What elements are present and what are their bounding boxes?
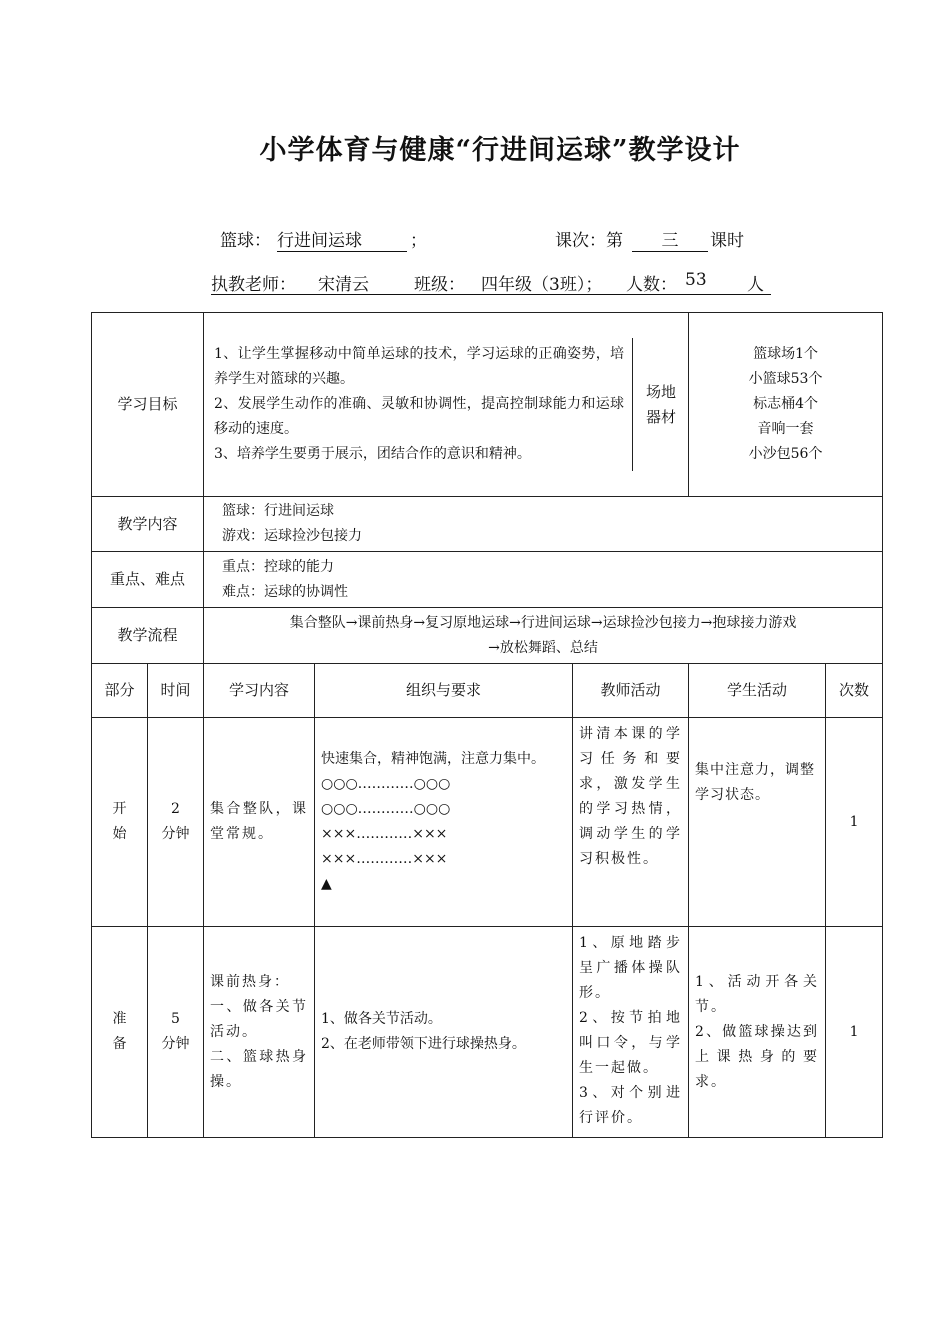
col-part: 部分	[92, 664, 148, 718]
keypoints-text: 重点：控球的能力 难点：运球的协调性	[204, 552, 883, 608]
col-time: 时间	[148, 664, 204, 718]
part-cell: 准 备	[92, 927, 148, 1138]
flow-row	[92, 608, 883, 664]
times-cell: 1	[826, 927, 883, 1138]
col-content: 学习内容	[204, 664, 315, 718]
teacher-label: 执教老师：	[211, 275, 296, 295]
table-row	[92, 927, 883, 1138]
venue-label: 场地 器材	[632, 338, 689, 471]
content-cell: 课前热身： 一、做各关节活动。 二、篮球热身操。	[204, 927, 315, 1138]
col-organization: 组织与要求	[315, 664, 573, 718]
class-value: 四年级（3班）；	[481, 275, 603, 295]
subject-separator: ；	[410, 231, 427, 251]
goals-text: 1、让学生掌握移动中简单运球的技术，学习运球的正确姿势，培养学生对篮球的兴趣。 2、发展学生动作的准确、灵敏和协调性，提高控制球能力和运球移动的速度。 3、培养学生要勇于展示，团结合作的意识和精神。	[214, 346, 625, 462]
equipment-list: 篮球场1个 小篮球53个 标志桶4个 音响一套 小沙包56个	[689, 313, 883, 497]
flow-text: 集合整队→课前热身→复习原地运球→行进间运球→运球捡沙包接力→抱球接力游戏 →放松舞蹈、总结	[204, 608, 883, 664]
teacher-cell: 1、原地踏步呈广播体操队形。 2、按节拍地叫口令，与学生一起做。 3、对个别进行评价。	[573, 927, 689, 1138]
content-text: 篮球：行进间运球 游戏：运球捡沙包接力	[204, 497, 883, 552]
content-row	[92, 497, 883, 552]
content-cell: 集合整队，课堂常规。	[204, 718, 315, 927]
count-unit: 人	[747, 275, 764, 295]
subject-label: 篮球：	[220, 231, 271, 251]
header-line-2	[211, 270, 771, 295]
student-cell: 1、活动开各关节。 2、做篮球操达到上课热身的要求。	[689, 927, 826, 1138]
lesson-value: 三	[632, 226, 708, 252]
time-cell: 5 分钟	[148, 927, 204, 1138]
goals-row	[92, 313, 883, 497]
lesson-plan-table	[91, 312, 883, 1138]
flow-label: 教学流程	[92, 608, 204, 664]
teacher-name: 宋清云	[318, 275, 369, 295]
content-label: 教学内容	[92, 497, 204, 552]
table-row	[92, 718, 883, 927]
class-label: 班级：	[414, 275, 465, 295]
times-cell: 1	[826, 718, 883, 927]
part-cell: 开 始	[92, 718, 148, 927]
col-times: 次数	[826, 664, 883, 718]
header-line-1	[220, 226, 820, 250]
keypoints-row	[92, 552, 883, 608]
lesson-unit: 课时	[710, 231, 744, 251]
count-label: 人数：	[626, 275, 677, 295]
col-student: 学生活动	[689, 664, 826, 718]
lesson-label: 课次：第	[555, 231, 623, 251]
goals-label: 学习目标	[92, 313, 204, 497]
time-cell: 2 分钟	[148, 718, 204, 927]
count-value: 53	[685, 270, 707, 290]
student-cell: 集中注意力，调整学习状态。	[689, 718, 826, 927]
keypoints-label: 重点、难点	[92, 552, 204, 608]
organization-cell: 1、做各关节活动。 2、在老师带领下进行球操热身。	[315, 927, 573, 1138]
col-teacher: 教师活动	[573, 664, 689, 718]
column-header-row	[92, 664, 883, 718]
organization-cell: 快速集合，精神饱满，注意力集中。 ○○○…………○○○ ○○○…………○○○ ×××…………××× ×××…………××× ▲	[321, 751, 546, 892]
page-title: 小学体育与健康“行进间运球”教学设计	[259, 135, 741, 166]
subject-value: 行进间运球	[277, 226, 407, 252]
teacher-cell: 讲清本课的学习任务和要求，激发学生的学习热情，调动学生的学习积极性。	[573, 718, 689, 927]
